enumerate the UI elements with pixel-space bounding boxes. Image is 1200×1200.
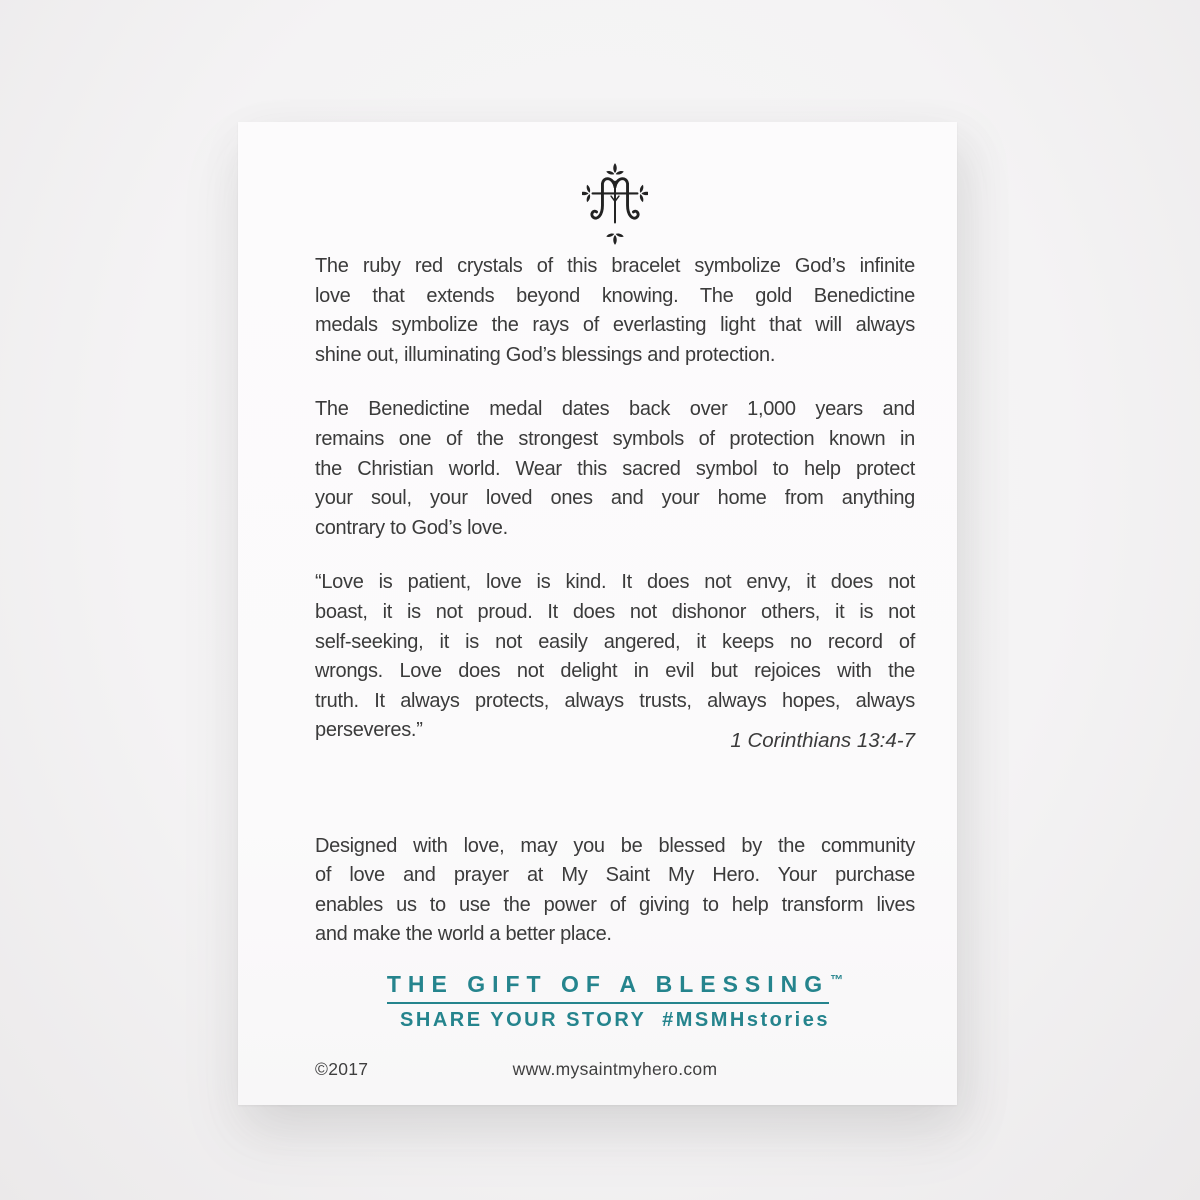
paragraph-line: The Benedictine medal dates back over 1,000 years and [315, 398, 915, 421]
paragraph-scripture-quote [315, 568, 915, 746]
paragraph-line: truth. It always protects, always trusts, always hopes, always [315, 689, 915, 712]
paragraph-line: of love and prayer at My Saint My Hero. Your purchase [315, 864, 915, 887]
paragraph-line: contrary to God’s love. [315, 516, 508, 539]
paragraph-line: enables us to use the power of giving to help transform lives [315, 893, 915, 916]
paragraph-designed-with-love [315, 832, 915, 950]
paragraph-line: the Christian world. Wear this sacred symbol to help protect [315, 457, 915, 480]
paragraph-line: remains one of the strongest symbols of protection known in [315, 427, 915, 450]
card-footer [315, 1058, 915, 1080]
paragraph-benedictine-medal [315, 395, 915, 543]
paragraph-line: self-seeking, it is not easily angered, it keeps no record of [315, 630, 915, 653]
paragraph-line: wrongs. Love does not delight in evil but rejoices with the [315, 660, 915, 683]
paragraph-line: your soul, your loved ones and your home from anything [315, 487, 915, 510]
trademark-symbol: ™ [830, 971, 844, 987]
website-url: www.mysaintmyhero.com [512, 1058, 718, 1079]
share-your-story-hashtag: SHARE YOUR STORY #MSMHstories [400, 1008, 830, 1031]
paragraph-line: shine out, illuminating God’s blessings and protection. [315, 343, 776, 366]
blessing-card [238, 122, 957, 1105]
copyright-year: ©2017 [315, 1058, 369, 1079]
card-content [315, 122, 915, 1080]
paragraph-line: “Love is patient, love is kind. It does not envy, it does not [315, 571, 915, 594]
paragraph-line: boast, it is not proud. It does not dishonor others, it is not [315, 600, 915, 623]
gift-of-a-blessing-text: THE GIFT OF A BLESSING [387, 971, 829, 1004]
scripture-attribution: 1 Corinthians 13:4-7 [730, 728, 915, 752]
paragraph-crystals [315, 252, 915, 370]
paragraph-line: love that extends beyond knowing. The gold Benedictine [315, 284, 915, 307]
paragraph-line: perseveres.” [315, 719, 423, 742]
gift-of-a-blessing-title [315, 971, 915, 1004]
marian-cross-monogram-icon [582, 163, 648, 245]
paragraph-line: medals symbolize the rays of everlasting light that will always [315, 314, 915, 337]
paragraph-line: The ruby red crystals of this bracelet symbolize God’s infinite [315, 255, 915, 277]
paragraph-line: and make the world a better place. [315, 923, 612, 946]
paragraph-line: Designed with love, may you be blessed by the community [315, 834, 915, 857]
